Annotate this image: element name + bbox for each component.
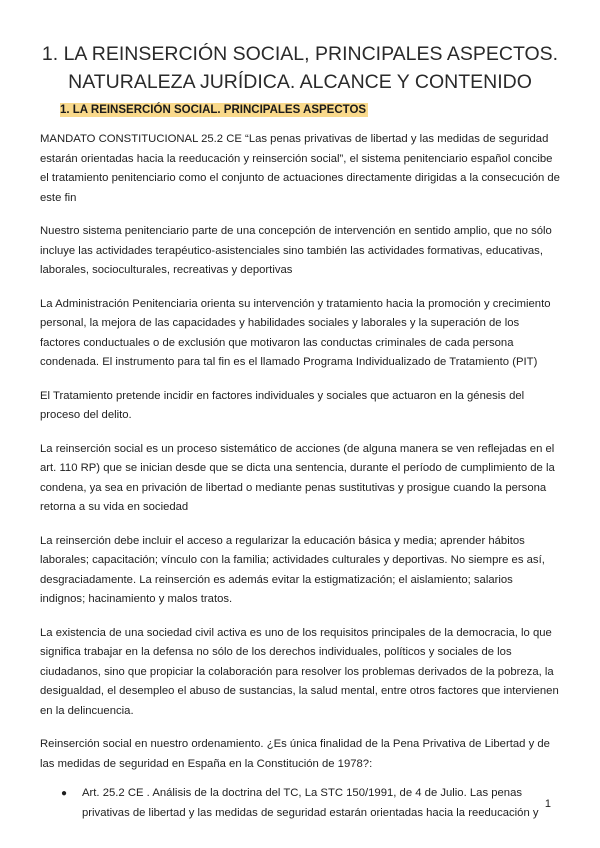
paragraph-reinsercion-proceso: La reinserción social es un proceso sistemático de acciones (de alguna manera se ven reflejadas en el art. 110 RP) que se inician desde que se dicta una sentencia, durante el período de cumplimiento de la condena, ya sea en privación de libertad o mediante penas sustitutivas y prosigue cuando la persona retorna a su vida en sociedad bbox=[40, 442, 555, 513]
paragraph-tratamiento: El Tratamiento pretende incidir en factores individuales y sociales que actuaron en la génesis del proceso del delito. bbox=[40, 389, 525, 421]
document-body bbox=[40, 130, 560, 823]
bullet-icon: ● bbox=[61, 788, 68, 799]
document-title-line-1: 1. LA REINSERCIÓN SOCIAL, PRINCIPALES ASPECTOS. bbox=[41, 43, 559, 65]
paragraph-sociedad-civil: La existencia de una sociedad civil activa es uno de los requisitos principales de la democracia, lo que significa trabajar en la defensa no sólo de los derechos individuales, políticos y sociales de los ciudadanos, sino que propiciar la colaboración para resolver los problemas derivados de la pobreza, la desigualdad, el desempleo el abuso de sustancias, la salud mental, entre otros factores que intervienen en la delincuencia. bbox=[40, 626, 559, 717]
paragraph-sistema-penitenciario: Nuestro sistema penitenciario parte de una concepción de intervención en sentido amplio, que no sólo incluye las actividades terapéutico-asistenciales sino también las actividades formativas, educativas, laborales, socioculturales, recreativas y deportivas bbox=[40, 225, 552, 276]
document-title-line-2: NATURALEZA JURÍDICA. ALCANCE Y CONTENIDO bbox=[68, 71, 532, 93]
section-heading bbox=[60, 102, 368, 118]
paragraph-administracion-penitenciaria: La Administración Penitenciaria orienta su intervención y tratamiento hacia la promoción y crecimiento personal, la mejora de las capacidades y habilidades sociales y laborales y la superación de los factores conductuales o de exclusión que motivaron las conductas criminales de cada persona condenada. El instrumento para tal fin es el llamado Programa Individualizado de Tratamiento (PIT) bbox=[40, 297, 551, 368]
page-number: 1 bbox=[544, 798, 551, 810]
list-item bbox=[61, 784, 560, 823]
list-item-text: Art. 25.2 CE . Análisis de la doctrina del TC, La STC 150/1991, de 4 de Julio. Las penas privativas de libertad y las medidas de seguridad estarán orientadas hacia la reeducación y bbox=[82, 787, 539, 819]
bullet-list bbox=[40, 784, 560, 823]
document-title bbox=[40, 40, 560, 96]
paragraph-mandato-constitucional: MANDATO CONSTITUCIONAL 25.2 CE “Las penas privativas de libertad y las medidas de seguridad estarán orientadas hacia la reeducación y reinserción social”, el sistema penitenciario español concibe el tratamiento penitenciario como el conjunto de actuaciones directamente dirigidas a la consecución de este fin bbox=[40, 133, 560, 204]
paragraph-ordenamiento: Reinserción social en nuestro ordenamiento. ¿Es única finalidad de la Pena Privativa de Libertad y de las medidas de seguridad en España en la Constitución de 1978?: bbox=[40, 738, 550, 770]
section-heading-highlight: 1. LA REINSERCIÓN SOCIAL. PRINCIPALES ASPECTOS bbox=[60, 104, 367, 116]
paragraph-reinsercion-acceso: La reinserción debe incluir el acceso a regularizar la educación básica y media; aprender hábitos laborales; capacitación; vínculo con la familia; actividades culturales y deportivas. No siempre es así, desgraciadamente. La reinserción es además evitar la estigmatización; el aislamiento; salarios indignos; hacinamiento y malos tratos. bbox=[40, 534, 545, 605]
